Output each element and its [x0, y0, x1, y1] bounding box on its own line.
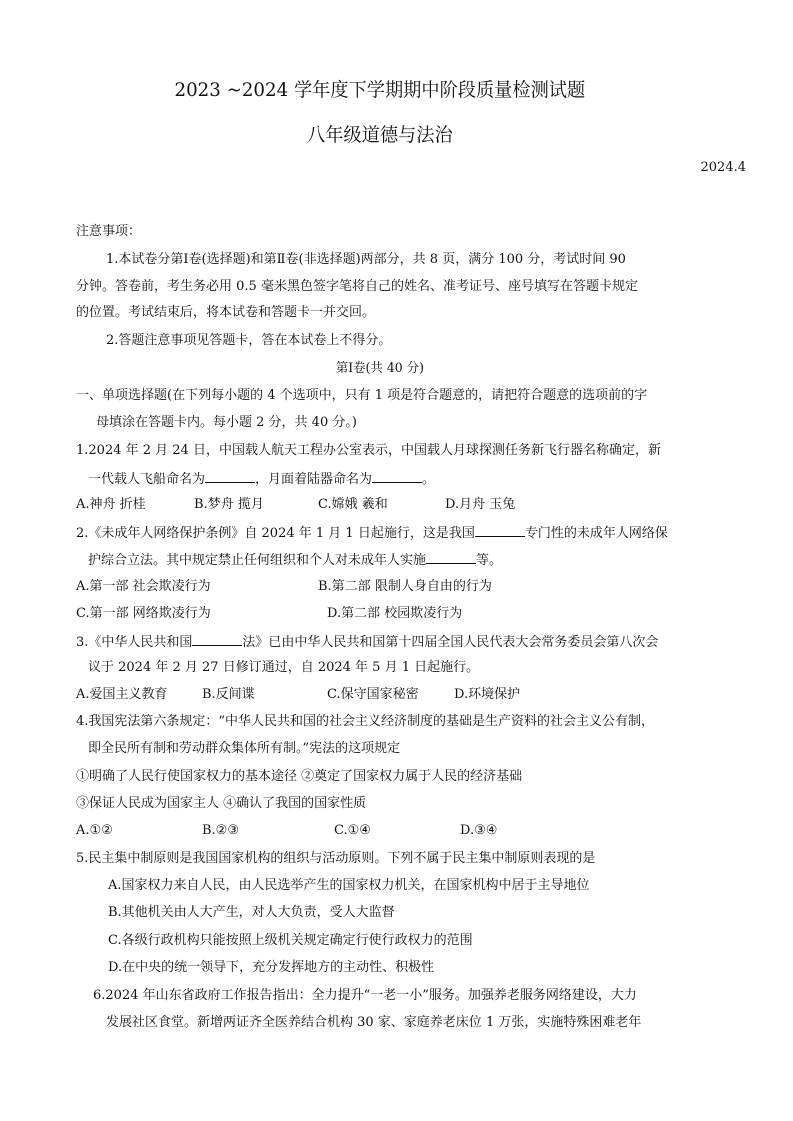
- q2-option-d: D.第二部 校园欺凌行为: [327, 606, 463, 621]
- q6-stem-line-1: 6.2024 年山东省政府工作报告指出：全力提升“一老一小”服务。加强养老服务网络建设，大力: [93, 988, 637, 1003]
- q3-option-c: C.保守国家秘密: [327, 687, 419, 702]
- q4-option-d: D.③④: [460, 823, 498, 838]
- q5-option-c: C.各级行政机构只能按照上级机关规定确定行使行政权力的范围: [108, 933, 473, 948]
- q3-stem-line-2: 议于 2024 年 2 月 27 日修订通过，自 2024 年 5 月 1 日起施行。: [88, 660, 480, 675]
- q1-option-a: A.神舟 折桂: [76, 497, 146, 512]
- section-title: 第Ⅰ卷(共 40 分): [335, 361, 424, 376]
- q1-option-b: B.梦舟 揽月: [194, 497, 264, 512]
- q1-stem-text-b: ，月面着陆器命名为: [255, 472, 373, 487]
- q2-stem-text-d: 等。: [476, 553, 503, 568]
- q1-stem-text-a: 一代载人飞船命名为: [88, 472, 206, 487]
- q3-stem-line-1: [76, 633, 658, 651]
- q1-option-d: D.月舟 玉兔: [445, 497, 516, 512]
- exam-title: 2023 ~2024 学年度下学期期中阶段质量检测试题: [174, 79, 586, 101]
- q4-statements-line-2: ③保证人民成为国家主人 ④确认了我国的国家性质: [76, 796, 367, 811]
- q2-option-c: C.第一部 网络欺凌行为: [76, 606, 211, 621]
- q2-blank-2: [426, 551, 476, 564]
- q2-option-a: A.第一部 社会欺凌行为: [76, 579, 211, 594]
- q2-stem-text-b: 专门性的未成年人网络保: [524, 526, 668, 541]
- q4-stem-line-1: 4.我国宪法第六条规定：“中华人民共和国的社会主义经济制度的基础是生产资料的社会主义公有制，: [76, 714, 655, 729]
- q1-stem-text-c: 。: [422, 472, 436, 487]
- q3-stem-text-b: 法》已由中华人民共和国第十四届全国人民代表大会常务委员会第八次会: [242, 635, 659, 650]
- q3-option-d: D.环境保护: [454, 687, 521, 702]
- q4-statements-line-1: ①明确了人民行使国家权力的基本途径 ②奠定了国家权力属于人民的经济基础: [76, 769, 523, 784]
- q5-option-a: A.国家权力来自人民，由人民选举产生的国家权力机关，在国家机构中居于主导地位: [108, 878, 590, 893]
- q1-stem-line-1: 1.2024 年 2 月 24 日，中国载人航天工程办公室表示，中国载人月球探测任务新飞行器名称确定，新: [76, 443, 661, 458]
- q1-stem-line-2: [88, 470, 435, 488]
- q1-option-c: C.嫦娥 羲和: [318, 497, 388, 512]
- q1-blank-1: [205, 470, 255, 483]
- exam-date: 2024.4: [700, 160, 746, 175]
- q3-option-b: B.反间谍: [202, 687, 255, 702]
- q4-stem-line-2: 即全民所有制和劳动群众集体所有制。”宪法的这项规定: [88, 741, 401, 756]
- q2-stem-text-a: 2.《未成年人网络保护条例》自 2024 年 1 月 1 日起施行，这是我国: [76, 526, 475, 541]
- q4-option-a: A.①②: [76, 823, 113, 838]
- notice-item-1-line-2: 分钟。答卷前，考生务必用 0.5 毫米黑色签字笔将自己的姓名、准考证号、座号填写在答题卡规定: [76, 279, 638, 294]
- q3-blank-1: [192, 633, 242, 646]
- notice-heading: 注意事项：: [76, 224, 142, 239]
- section-instruction-line-2: 母填涂在答题卡内。每小题 2 分，共 40 分。): [96, 415, 357, 430]
- notice-item-1-line-3: 的位置。考试结束后，将本试卷和答题卡一并交回。: [76, 305, 376, 320]
- q3-stem-text-a: 3.《中华人民共和国: [76, 635, 193, 650]
- q6-stem-line-2: 发展社区食堂。新增两证齐全医养结合机构 30 家、家庭养老床位 1 万张，实施特殊困难老年: [106, 1015, 642, 1030]
- q2-stem-text-c: 护综合立法。其中规定禁止任何组织和个人对未成年人实施: [88, 553, 427, 568]
- q4-option-c: C.①④: [334, 823, 371, 838]
- q3-option-a: A.爱国主义教育: [76, 687, 168, 702]
- q4-option-b: B.②③: [202, 823, 239, 838]
- section-instruction-line-1: 一、单项选择题(在下列每小题的 4 个选项中，只有 1 项是符合题意的，请把符合题意的选项前的字: [76, 388, 648, 403]
- exam-subtitle: 八年级道德与法治: [307, 124, 453, 146]
- q2-stem-line-2: [88, 551, 502, 569]
- q2-stem-line-1: [76, 524, 668, 542]
- q5-stem: 5.民主集中制原则是我国国家机构的组织与活动原则。下列不属于民主集中制原则表现的是: [76, 851, 596, 866]
- q5-option-b: B.其他机关由人大产生，对人大负责，受人大监督: [108, 905, 395, 920]
- notice-item-2: 2.答题注意事项见答题卡，答在本试卷上不得分。: [106, 333, 392, 348]
- notice-item-1-line-1: 1.本试卷分第Ⅰ卷(选择题)和第Ⅱ卷(非选择题)两部分，共 8 页，满分 100 分，考试时间 90: [106, 252, 626, 267]
- q2-blank-1: [475, 524, 525, 537]
- q5-option-d: D.在中央的统一领导下，充分发挥地方的主动性、积极性: [108, 960, 435, 975]
- q1-blank-2: [372, 470, 422, 483]
- q2-option-b: B.第二部 限制人身自由的行为: [318, 579, 492, 594]
